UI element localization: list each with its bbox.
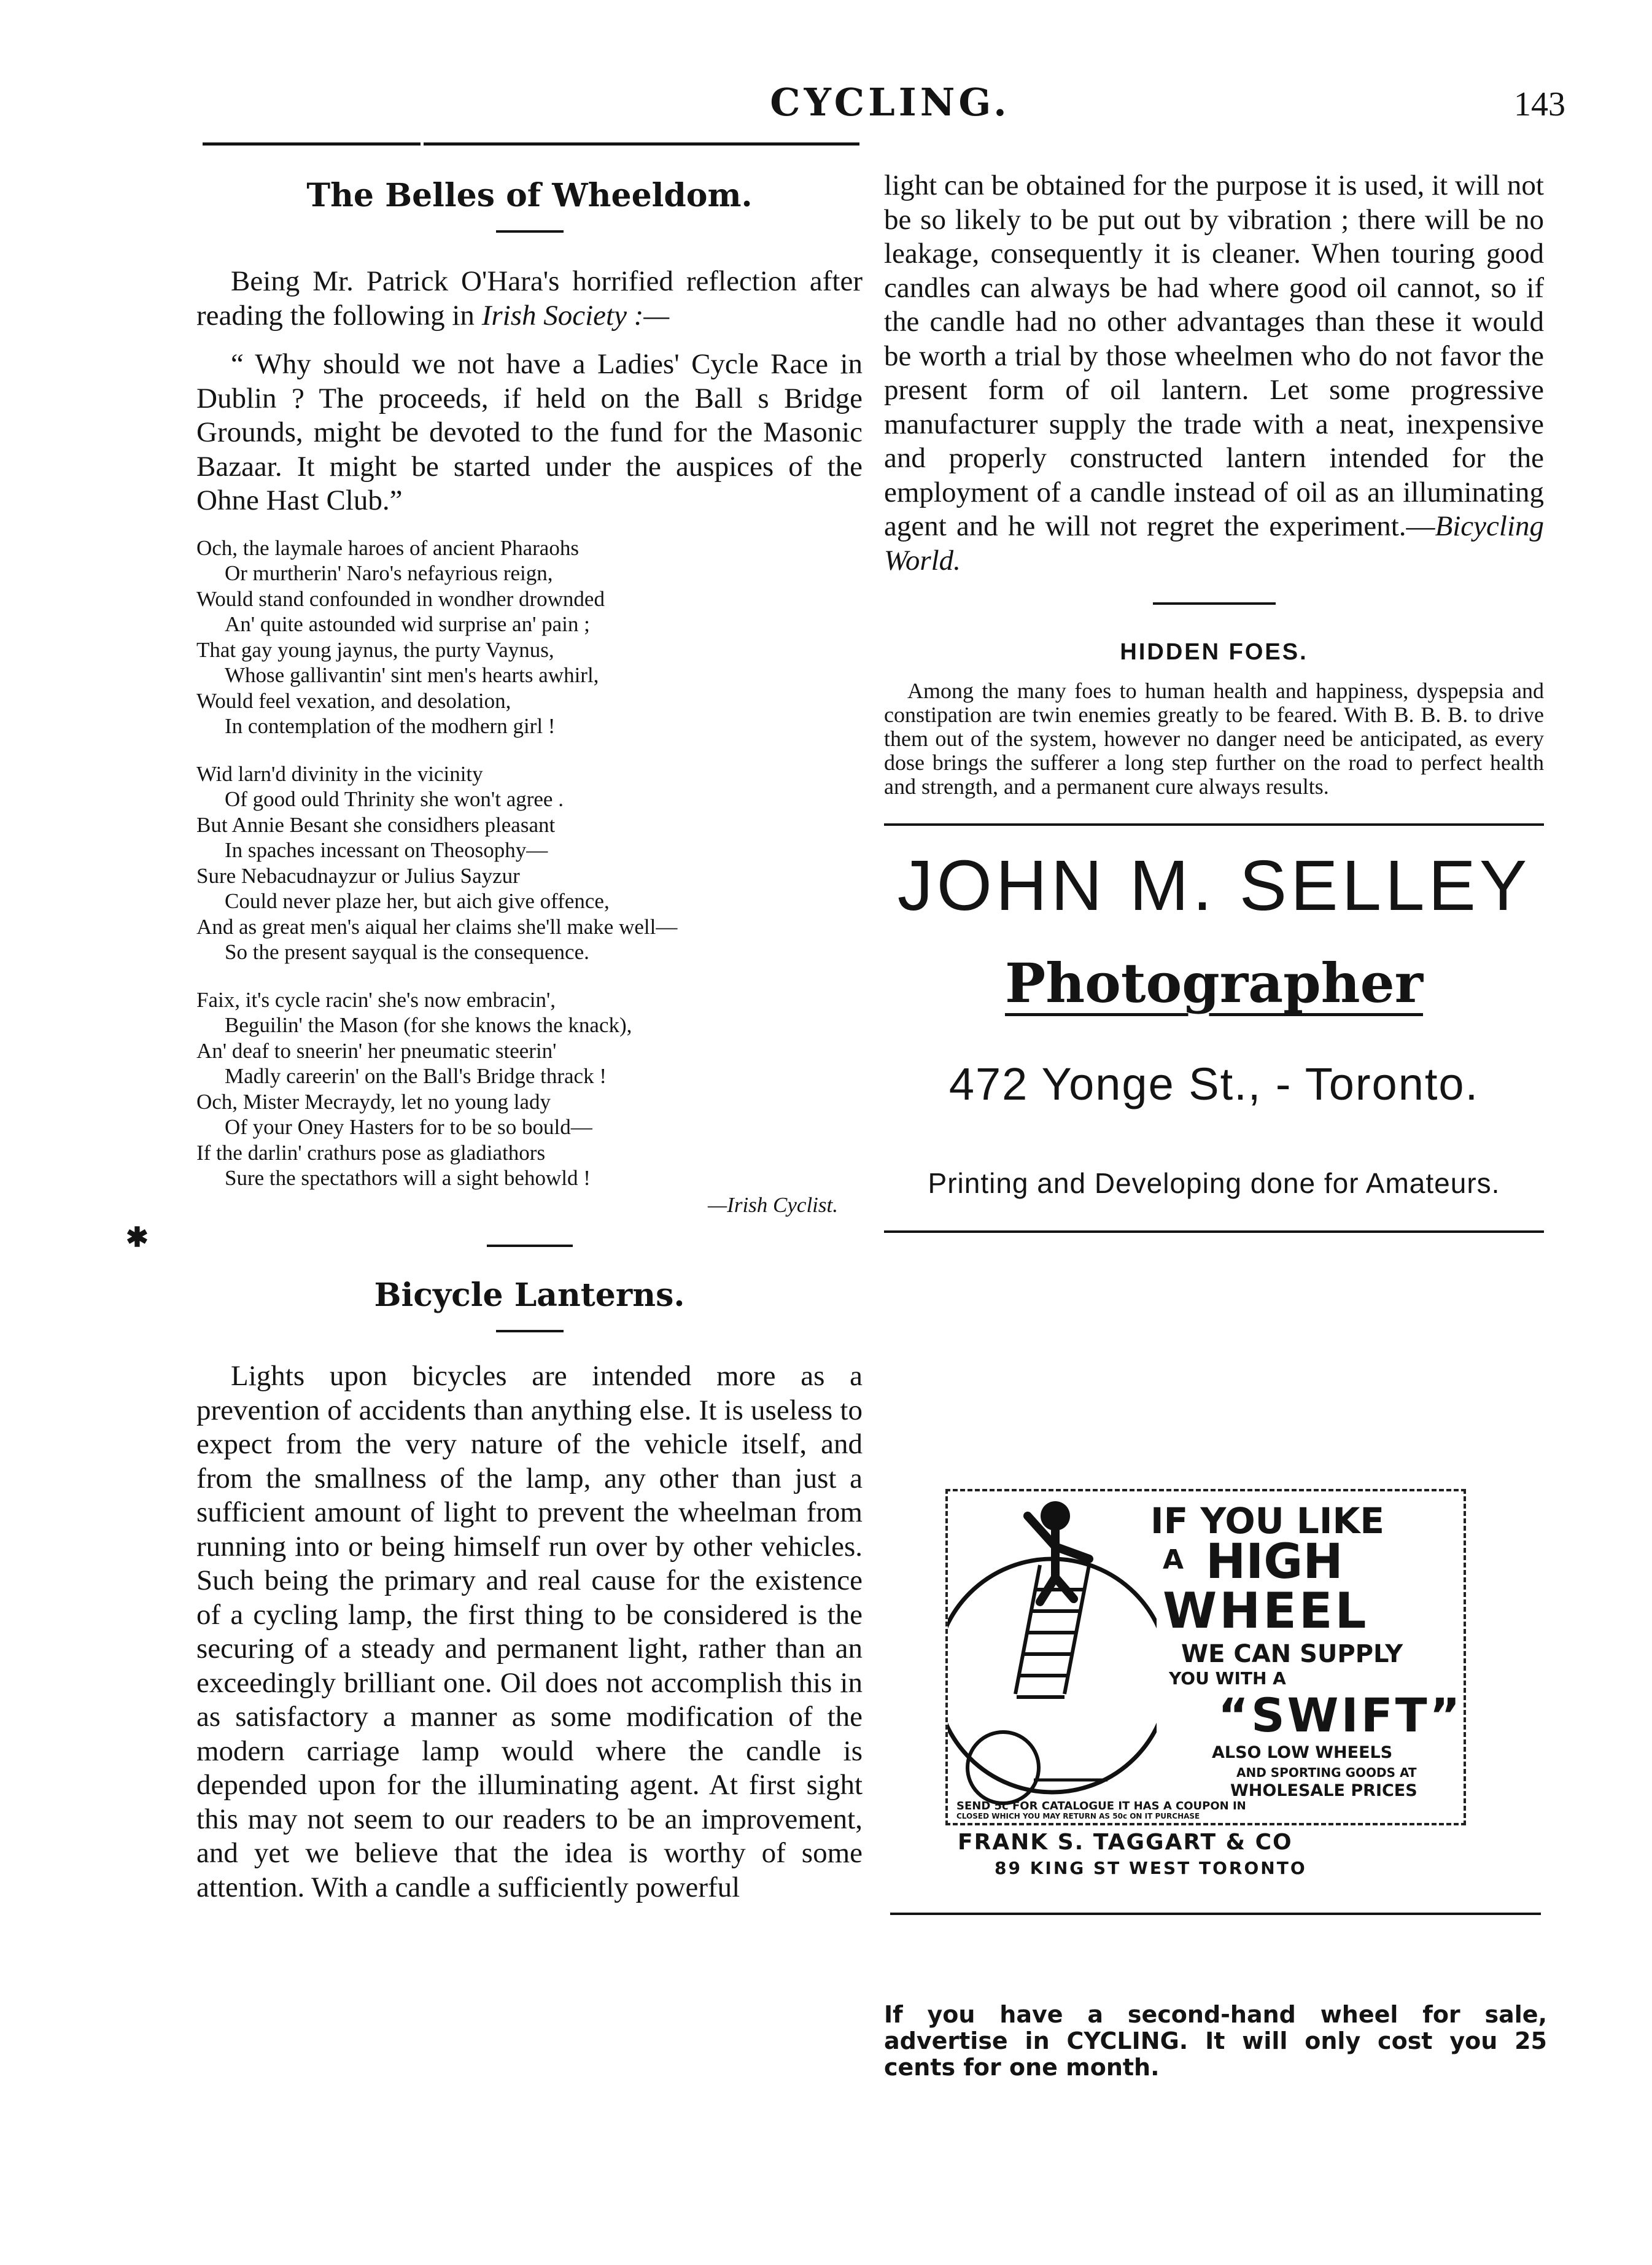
header-rule-right [424,142,859,146]
swift-line-13: FRANK S. TAGGART & CO [958,1830,1293,1855]
poem-line: An' quite astounded wid surprise an' pain ; [225,612,590,636]
poem-line: But Annie Besant she considhers pleasant [196,812,556,837]
poem-line: Och, Mister Mecraydy, let no young lady [196,1089,551,1114]
poem-line: Whose gallivantin' sint men's hearts awhirl, [225,663,599,687]
selley-address: 472 Yonge St., - Toronto. [948,1059,1479,1109]
high-wheel-rider-illustration [948,1491,1157,1823]
page-number: 143 [1514,85,1565,123]
swift-line-14: 89 KING ST WEST TORONTO [995,1858,1307,1878]
left-column [196,172,863,1905]
swift-ad [945,1489,1466,1825]
swift-line-1: IF YOU LIKE [1150,1500,1385,1542]
swift-line-8: ALSO LOW WHEELS [1212,1743,1393,1762]
poem-line: Sure the spectathors will a sight behowld ! [225,1166,591,1190]
lanterns-title-rule [496,1330,564,1332]
swift-line-7: “SWIFT” [1218,1688,1463,1742]
belles-intro-lead: Being Mr. Patrick O'Hara's horrified reflection after reading the following in [196,265,863,332]
header-rule-left [203,142,421,146]
poem-line: If the darlin' crathurs pose as gladiathors [196,1140,546,1165]
selley-name: JOHN M. SELLEY [897,845,1531,925]
belles-title-rule [496,230,564,233]
swift-line-9: AND SPORTING GOODS AT [1236,1765,1417,1780]
poem-stanza [196,987,863,1191]
belles-intro-source: Irish Society :— [481,299,670,332]
poem-line: Or murtherin' Naro's nefayrious reign, [225,561,553,585]
selley-ad [884,844,1544,1201]
belles-intro [196,265,863,333]
swift-line-5: WE CAN SUPPLY [1181,1640,1403,1668]
section-divider [487,1245,573,1247]
poem-line: In spaches incessant on Theosophy— [225,838,548,862]
belles-quote: “ Why should we not have a Ladies' Cycle Race in Dublin ? The proceeds, if held on the Ball s Bridge Grounds, might be devoted to the fund for the Masonic Bazaar. It might be started under the auspices of the Ohne Hast Club.” [196,348,863,516]
hidden-foes-title: HIDDEN FOES. [1120,639,1308,665]
lanterns-continuation [884,169,1544,578]
poem-line: An' deaf to sneerin' her pneumatic steerin' [196,1038,557,1063]
poem-line: Och, the laymale haroes of ancient Pharaohs [196,535,579,560]
ad-top-rule [884,823,1544,826]
swift-line-12: CLOSED WHICH YOU MAY RETURN AS 50c ON IT PURCHASE [956,1812,1200,1820]
poem-line: Would feel vexation, and desolation, [196,688,511,713]
swift-line-6: YOU WITH A [1169,1668,1286,1688]
classified-text: If you have a second-hand wheel for sale, advertise in CYCLING. It will only cost you 25 cents for one month. [884,2001,1547,2081]
poem-line: In contemplation of the modhern girl ! [225,714,556,738]
selley-note: Printing and Developing done for Amateurs. [928,1167,1500,1199]
selley-profession: Photographer [1005,951,1423,1015]
poem-line: So the present sayqual is the consequence. [225,940,589,964]
hidden-foes-text: Among the many foes to human health and happiness, dyspepsia and constipation are twin enemies greatly to be feared. With B. B. B. to drive them out of the system, however no danger need be anticipated, as every dose brings the sufferer a long step further on the road to perfect health and strength, and a permanent cure always results. [884,678,1544,799]
poem-line: And as great men's aiqual her claims she'll make well— [196,914,678,939]
poem-line: Would stand confounded in wondher drownded [196,586,605,611]
classified-top-rule [890,1913,1541,1915]
right-column [884,169,1544,1233]
belles-poem [196,535,863,1218]
swift-line-4: WHEEL [1163,1582,1369,1639]
lanterns-continuation-text: light can be obtained for the purpose it is used, it will not be so likely to be put out by vibration ; there will be no leakage, consequently it is cleaner. When touring good candles can always be had where good oil cannot, so if the candle had no other advantages than these it would be worth a trial by those wheelmen who do not favor the present form of oil lantern. Let some progressive manufacturer supply the trade with a neat, inexpensive and properly constructed lantern intended for the employment of a candle instead of oil as an illuminating agent and he will not regret the experiment.— [884,169,1544,542]
section-divider [1153,602,1276,605]
poem-line: Wid larn'd divinity in the vicinity [196,761,483,786]
poem-line: Faix, it's cycle racin' she's now embracin', [196,987,556,1012]
poem-stanza [196,535,863,739]
poem-stanza [196,761,863,965]
printer-mark-icon: ✱ [126,1222,149,1253]
belles-credit: —Irish Cyclist. [708,1192,838,1217]
poem-line: Madly careerin' on the Ball's Bridge thrack ! [225,1064,607,1088]
poem-line: Sure Nebacudnayzur or Julius Sayzur [196,863,520,888]
swift-line-2: A [1163,1544,1184,1575]
poem-line: Of your Oney Hasters for to be so bould— [225,1115,592,1139]
swift-line-3: HIGH [1206,1534,1343,1590]
running-title: CYCLING. [770,80,1010,125]
lanterns-paragraph: Lights upon bicycles are intended more as a prevention of accidents than anything else. It is useless to expect from the very nature of the vehicle itself, and from the smallness of the lamp, any other than just a sufficient amount of light to prevent the wheelman from running into or being himself run over by other vehicles. Such being the primary and real cause for the existence of a cycling lamp, the first thing to be considered is the securing of a steady and permanent light, rather than an exceedingly brilliant one. Oil does not accomplish this in as satisfactory a manner as some modification of the modern carriage lamp would where the candle is depended upon for the illuminating agent. At first sight this may not seem to our readers to be an improvement, and yet we believe that the idea is worthy of some attention. With a candle a sufficiently powerful [196,1360,863,1903]
ad-divider-rule [884,1230,1544,1233]
poem-line: Of good ould Thrinity she won't agree . [225,787,564,811]
poem-line: That gay young jaynus, the purty Vaynus, [196,637,554,662]
lanterns-title: Bicycle Lanterns. [374,1276,685,1314]
swift-line-10: WHOLESALE PRICES [1230,1781,1417,1800]
poem-line: Beguilin' the Mason (for she knows the knack), [225,1013,632,1037]
lanterns-credit: Bicycling World. [884,510,1544,577]
belles-title: The Belles of Wheeldom. [306,177,753,214]
poem-line: Could never plaze her, but aich give offence, [225,889,610,913]
swift-line-11: SEND 5c FOR CATALOGUE IT HAS A COUPON IN [956,1800,1246,1812]
